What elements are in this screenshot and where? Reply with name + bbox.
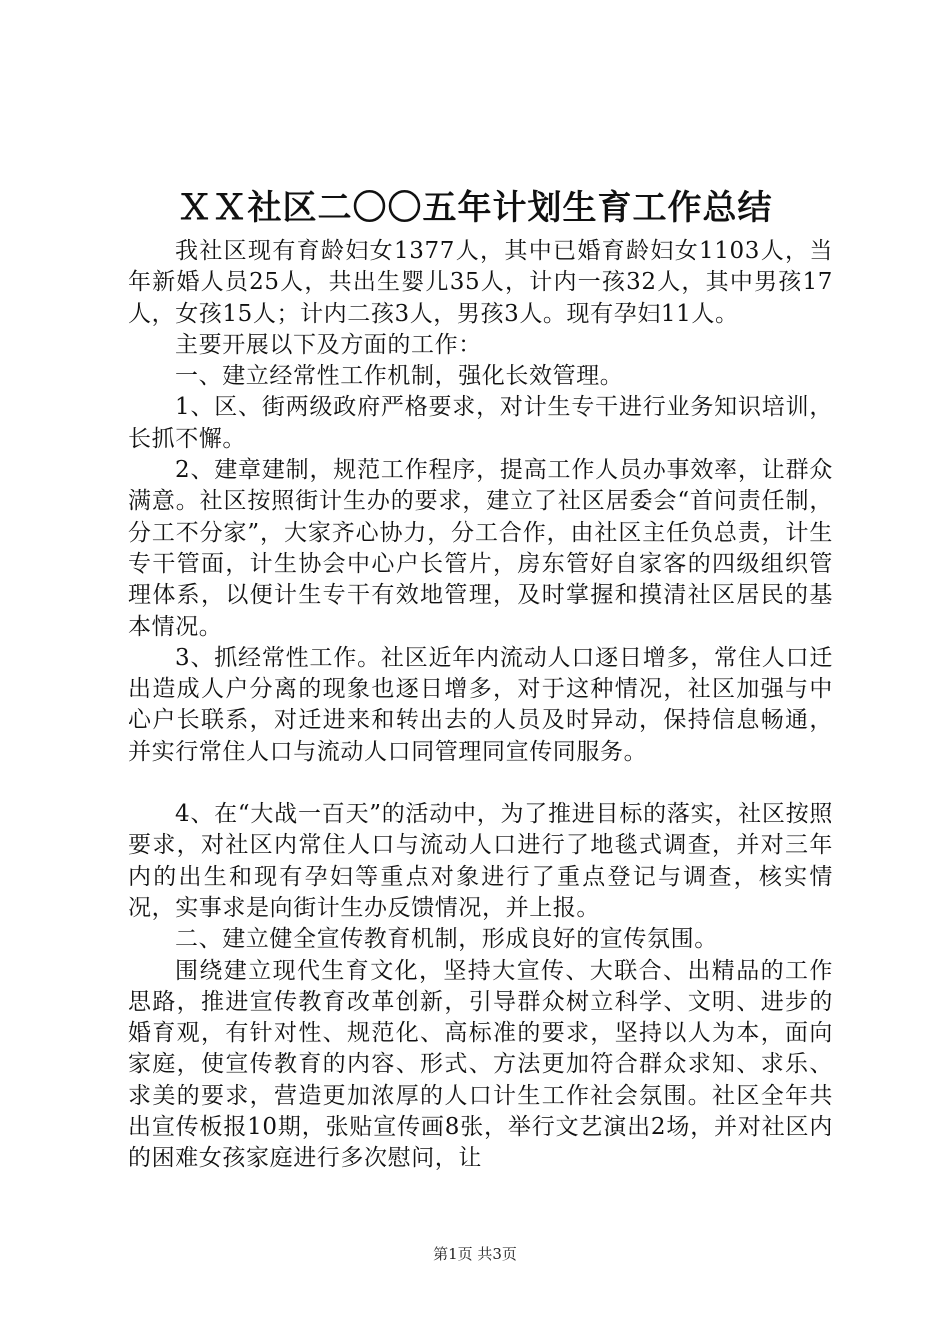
paragraph-item-1: 1、区、街两级政府严格要求，对计生专干进行业务知识培训，长抓不懈。	[128, 394, 833, 452]
document-title: ＸＸ社区二〇〇五年计划生育工作总结	[177, 188, 773, 228]
document-body	[128, 236, 833, 1175]
paragraph-item-3: 3、抓经常性工作。社区近年内流动人口逐日增多，常住人口迁出造成人户分离的现象也逐日增多，对于这种情况，社区加强与中心户长联系，对迁进来和转出去的人员及时异动，保持信息畅通，并实行常住人口与流动人口同管理同宣传同服务。	[128, 644, 833, 765]
paragraph-item-2: 2、建章建制，规范工作程序，提高工作人员办事效率，让群众满意。社区按照街计生办的要求，建立了社区居委会“首问责任制，分工不分家”，大家齐心协力，分工合作，由社区主任负总责，计生专干管面，计生协会中心户长管片，房东管好自家客的四级组织管理体系，以便计生专干有效地管理，及时掌握和摸清社区居民的基本情况。	[128, 457, 833, 640]
section-heading-1: 一、建立经常性工作机制，强化长效管理。	[175, 363, 624, 390]
paragraph-intro: 主要开展以下及方面的工作：	[175, 331, 482, 358]
paragraph-publicity: 围绕建立现代生育文化，坚持大宣传、大联合、出精品的工作思路，推进宣传教育改革创新，引导群众树立科学、文明、进步的婚育观，有针对性、规范化、高标准的要求，坚持以人为本，面向家庭，使宣传教育的内容、形式、方法更加符合群众求知、求乐、求美的要求，营造更加浓厚的人口计生工作社会氛围。社区全年共出宣传板报10期，张贴宣传画8张，举行文艺演出2场，并对社区内的困难女孩家庭进行多次慰问，让	[128, 957, 833, 1172]
paragraph-item-4: 4、在“大战一百天”的活动中，为了推进目标的落实，社区按照要求，对社区内常住人口与流动人口进行了地毯式调查，并对三年内的出生和现有孕妇等重点对象进行了重点登记与调查，核实情况，实事求是向街计生办反馈情况，并上报。	[128, 801, 833, 921]
paragraph-statistics: 我社区现有育龄妇女1377人，其中已婚育龄妇女1103人，当年新婚人员25人，共出生婴儿35人，计内一孩32人，其中男孩17人，女孩15人；计内二孩3人，男孩3人。现有孕妇11人。	[128, 238, 833, 327]
section-heading-2: 二、建立健全宣传教育机制，形成良好的宣传氛围。	[175, 926, 718, 953]
page-number-footer: 第1页 共3页	[433, 1245, 517, 1263]
